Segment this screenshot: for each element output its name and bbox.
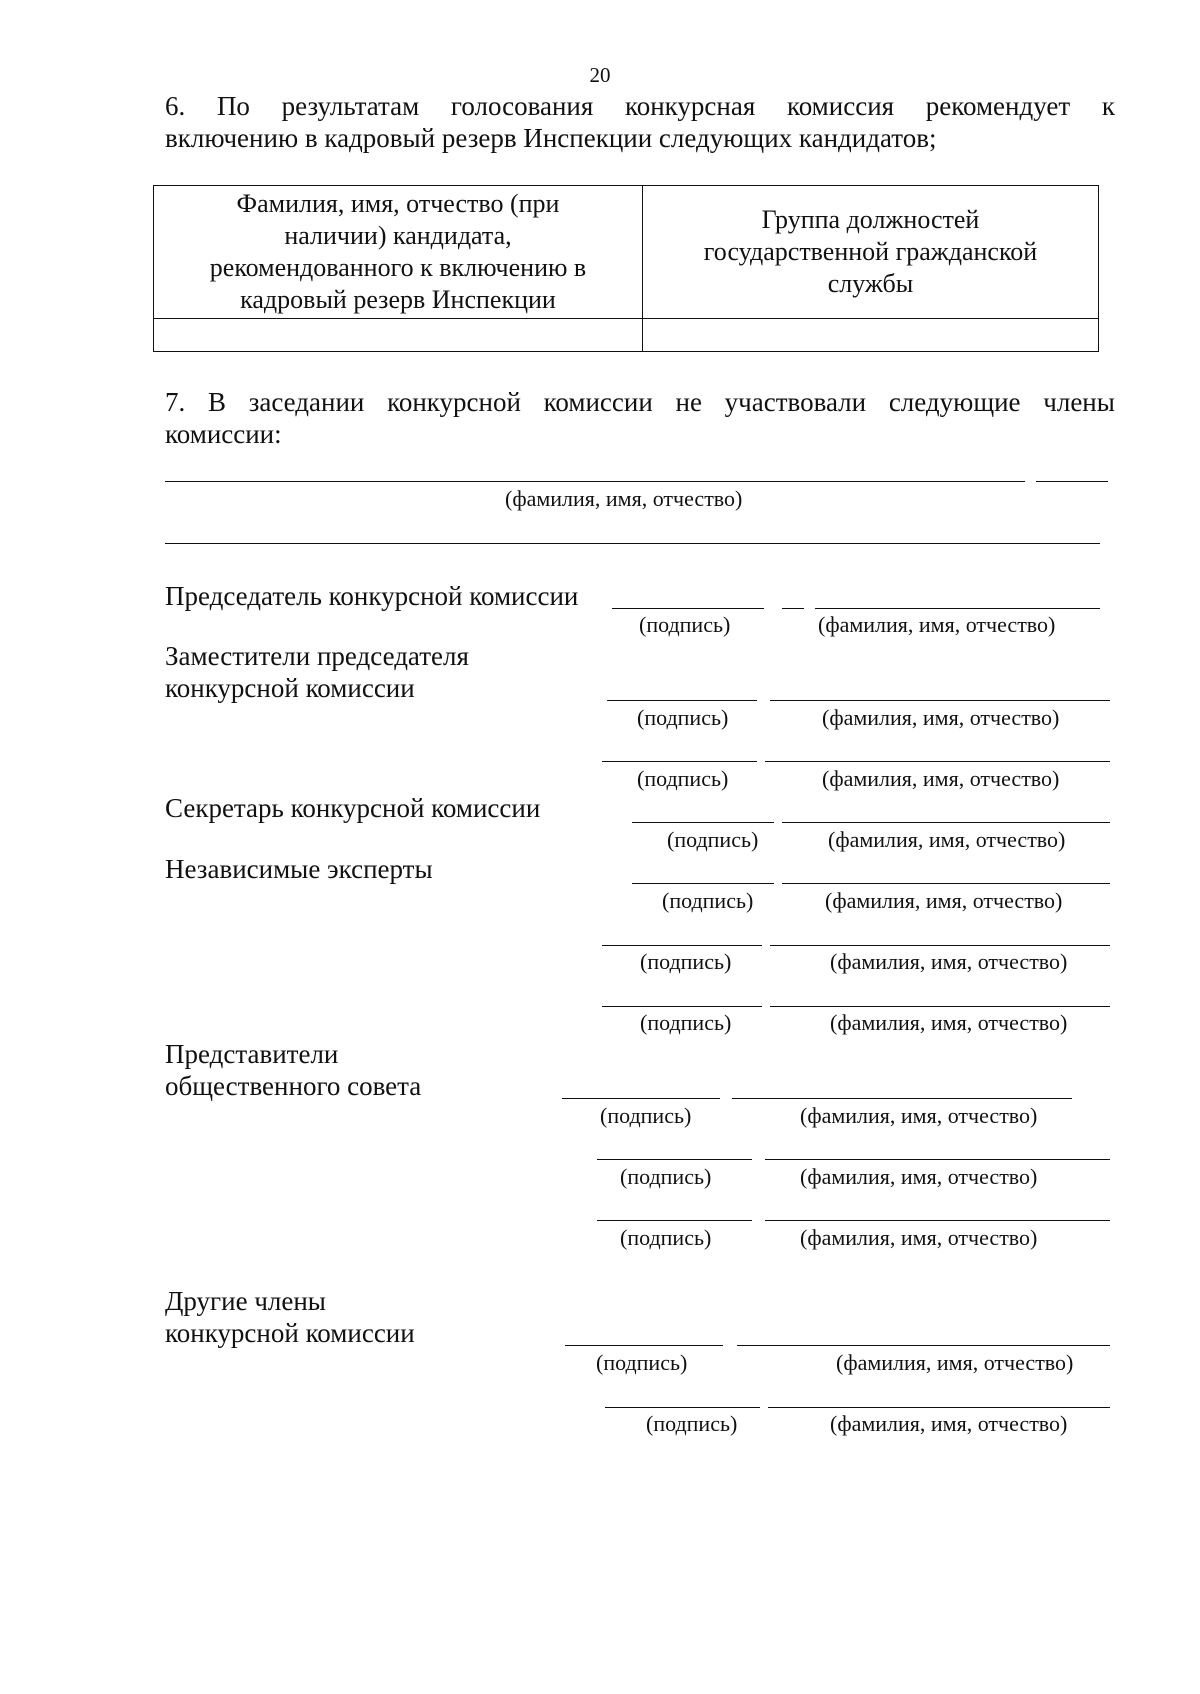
section6-line1 — [165, 90, 1115, 122]
name-caption: (фамилия, имя, отчество) — [822, 766, 1060, 791]
signature-caption: (подпись) — [620, 1164, 712, 1189]
signature-caption: (подпись) — [637, 705, 729, 730]
expert1-signature-line[interactable] — [632, 883, 774, 884]
expert3-name-line[interactable] — [770, 1006, 1110, 1007]
name-caption: (фамилия, имя, отчество) — [830, 1411, 1068, 1436]
word: 7. — [165, 387, 186, 417]
word: В — [207, 387, 226, 417]
name-caption: (фамилия, имя, отчество) — [822, 705, 1060, 730]
word: По — [216, 91, 250, 121]
secretary-label: Секретарь конкурсной комиссии — [165, 793, 541, 823]
signature-caption: (подпись) — [646, 1411, 738, 1436]
council1-name-line[interactable] — [732, 1098, 1072, 1099]
word: конкурсная — [624, 91, 756, 121]
word: конкурсной — [387, 387, 521, 417]
word: не — [675, 387, 702, 417]
header-line: службы — [827, 269, 914, 298]
header-line: рекомендованного к включению в — [209, 253, 587, 282]
other2-name-line[interactable] — [768, 1407, 1110, 1408]
chairman-label: Председатель конкурсной комиссии — [165, 581, 579, 611]
signature-caption: (подпись) — [620, 1225, 712, 1250]
table-row — [154, 319, 1099, 352]
experts-label: Независимые эксперты — [165, 854, 433, 884]
table-cell-empty[interactable] — [643, 319, 1099, 352]
header-position-group — [643, 186, 1099, 319]
signature-caption: (подпись) — [596, 1350, 688, 1375]
deputy1-signature-line[interactable] — [607, 700, 757, 701]
absent-members-caption: (фамилия, имя, отчество) — [505, 486, 743, 511]
council3-signature-line[interactable] — [597, 1220, 752, 1221]
council3-name-line[interactable] — [765, 1220, 1110, 1221]
section6-paragraph — [165, 90, 1115, 154]
header-line: Фамилия, имя, отчество (при — [236, 189, 560, 218]
signature-caption: (подпись) — [667, 827, 759, 852]
council2-name-line[interactable] — [765, 1159, 1110, 1160]
name-caption: (фамилия, имя, отчество) — [800, 1225, 1038, 1250]
word: рекомендует — [925, 91, 1071, 121]
label-line: конкурсной комиссии — [165, 1318, 415, 1348]
word: 6. — [165, 91, 186, 121]
other-members-label — [165, 1285, 415, 1349]
word: участвовали — [724, 387, 867, 417]
name-caption: (фамилия, имя, отчество) — [828, 827, 1066, 852]
name-caption: (фамилия, имя, отчество) — [830, 1010, 1068, 1035]
section7-line1 — [165, 386, 1115, 418]
label-line: общественного совета — [165, 1071, 422, 1101]
header-line: кадровый резерв Инспекции — [240, 285, 556, 314]
label-line: Представители — [165, 1039, 339, 1069]
section7-paragraph — [165, 386, 1115, 450]
word: заседании — [248, 387, 365, 417]
label-line: Заместители председателя — [165, 641, 469, 671]
table-cell-empty[interactable] — [154, 319, 643, 352]
name-caption: (фамилия, имя, отчество) — [818, 612, 1056, 637]
council2-signature-line[interactable] — [597, 1159, 752, 1160]
name-caption: (фамилия, имя, отчество) — [800, 1164, 1038, 1189]
word: к — [1101, 91, 1115, 121]
label-line: Другие члены — [165, 1286, 326, 1316]
word: комиссия — [786, 91, 895, 121]
expert2-signature-line[interactable] — [602, 945, 762, 946]
signature-caption: (подпись) — [637, 766, 729, 791]
chairman-signature-line[interactable] — [612, 608, 764, 609]
signature-caption: (подпись) — [639, 612, 731, 637]
page-number: 20 — [589, 63, 611, 87]
chairman-name-line[interactable] — [815, 608, 1100, 609]
name-caption: (фамилия, имя, отчество) — [800, 1103, 1038, 1128]
council1-signature-line[interactable] — [562, 1098, 720, 1099]
other2-signature-line[interactable] — [605, 1407, 760, 1408]
public-council-label — [165, 1038, 421, 1102]
section6-line2: включению в кадровый резерв Инспекции следующих кандидатов; — [165, 123, 937, 153]
absent-members-line[interactable] — [165, 481, 1025, 482]
word: комиссии — [543, 387, 653, 417]
table-header-row — [154, 186, 1099, 319]
section7-line2: комиссии: — [165, 419, 282, 449]
deputy1-name-line[interactable] — [770, 700, 1110, 701]
word: следующие — [888, 387, 1021, 417]
secretary-signature-line[interactable] — [632, 822, 774, 823]
header-line: государственной гражданской — [703, 237, 1038, 266]
deputy2-name-line[interactable] — [765, 761, 1110, 762]
name-caption: (фамилия, имя, отчество) — [836, 1350, 1074, 1375]
label-line: конкурсной комиссии — [165, 673, 415, 703]
name-caption: (фамилия, имя, отчество) — [825, 888, 1063, 913]
header-line: Группа должностей — [761, 205, 980, 234]
header-candidate-name — [154, 186, 643, 319]
absent-members-line-extra[interactable] — [1036, 481, 1108, 482]
signature-caption: (подпись) — [662, 888, 754, 913]
header-line: наличии) кандидата, — [284, 221, 512, 250]
deputy2-signature-line[interactable] — [602, 761, 757, 762]
expert1-name-line[interactable] — [782, 883, 1110, 884]
absent-members-line-2[interactable] — [165, 543, 1100, 544]
expert2-name-line[interactable] — [770, 945, 1110, 946]
word: голосования — [450, 91, 594, 121]
deputies-label — [165, 640, 469, 704]
signature-caption: (подпись) — [640, 1010, 732, 1035]
chairman-dash — [782, 608, 804, 609]
name-caption: (фамилия, имя, отчество) — [830, 949, 1068, 974]
signature-caption: (подпись) — [640, 949, 732, 974]
other1-signature-line[interactable] — [565, 1345, 723, 1346]
word: результатам — [281, 91, 420, 121]
other1-name-line[interactable] — [737, 1345, 1110, 1346]
signature-caption: (подпись) — [600, 1103, 692, 1128]
word: члены — [1043, 387, 1115, 417]
expert3-signature-line[interactable] — [602, 1006, 762, 1007]
secretary-name-line[interactable] — [782, 822, 1110, 823]
reserve-table — [153, 185, 1099, 352]
